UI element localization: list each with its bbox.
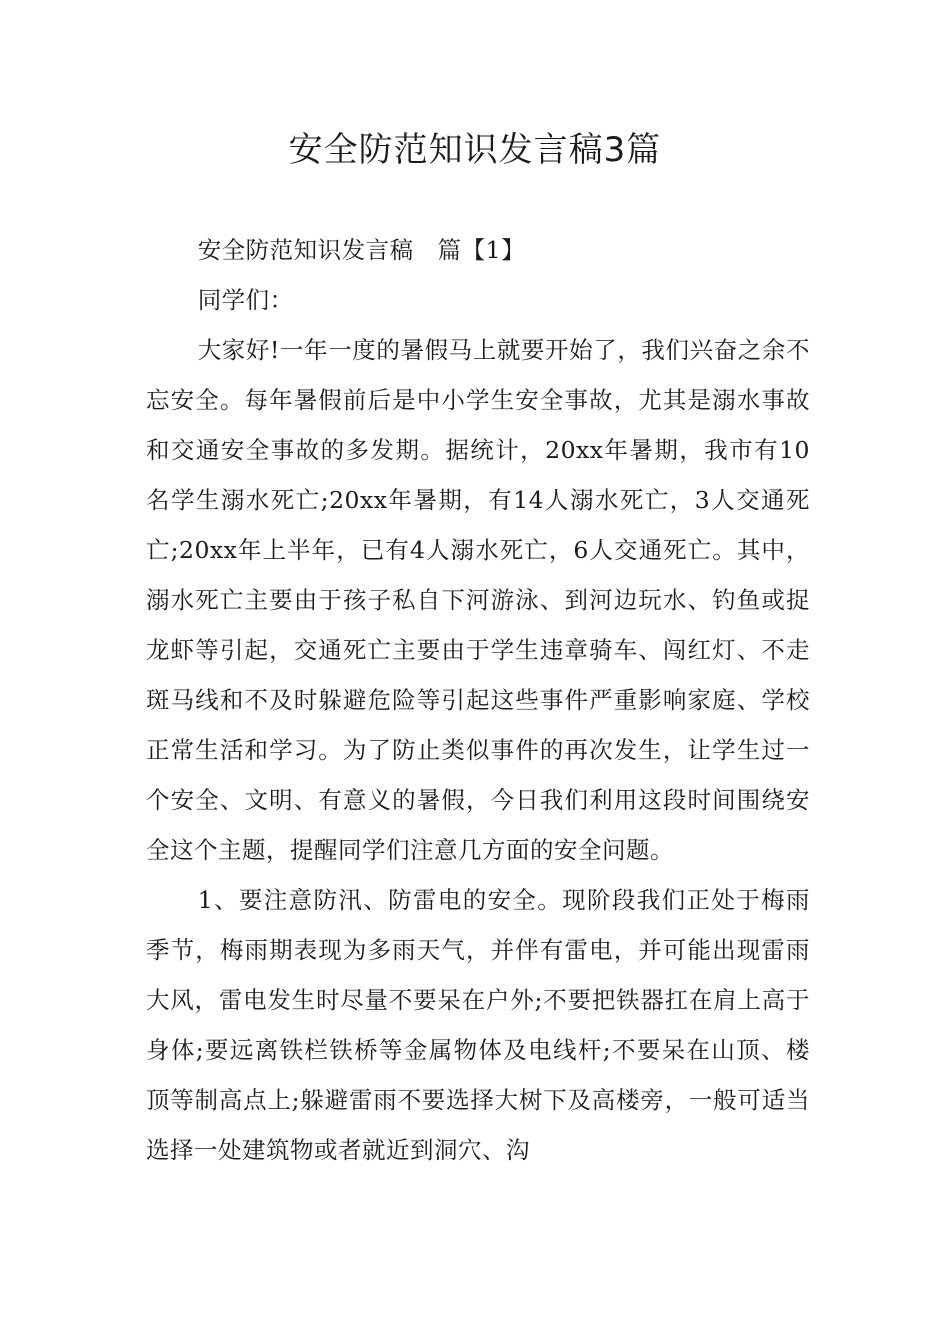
document-body [146,225,810,1175]
paragraph: 大家好!一年一度的暑假马上就要开始了，我们兴奋之余不忘安全。每年暑假前后是中小学生安全事故，尤其是溺水事故和交通安全事故的多发期。据统计，20xx年暑期，我市有10名学生溺水死亡;20xx年暑期，有14人溺水死亡，3人交通死亡;20xx年上半年，已有4人溺水死亡，6人交通死亡。其中，溺水死亡主要由于孩子私自下河游泳、到河边玩水、钓鱼或捉龙虾等引起，交通死亡主要由于学生违章骑车、闯红灯、不走斑马线和不及时躲避危险等引起这些事件严重影响家庭、学校正常生活和学习。为了防止类似事件的再次发生，让学生过一个安全、文明、有意义的暑假，今日我们利用这段时间围绕安全这个主题，提醒同学们注意几方面的安全问题。 [146,336,810,864]
salutation: 同学们： [197,286,294,314]
document-title: 安全防范知识发言稿3篇 [288,130,662,170]
section-heading: 安全防范知识发言稿 篇【1】 [197,236,526,264]
paragraph: 1、要注意防汛、防雷电的安全。现阶段我们正处于梅雨季节，梅雨期表现为多雨天气，并伴有雷电，并可能出现雷雨大风，雷电发生时尽量不要呆在户外;不要把铁器扛在肩上高于身体;要远离铁栏铁桥等金属物体及电线杆;不要呆在山顶、楼顶等制高点上;躲避雷雨不要选择大树下及高楼旁，一般可适当选择一处建筑物或者就近到洞穴、沟 [146,886,810,1164]
